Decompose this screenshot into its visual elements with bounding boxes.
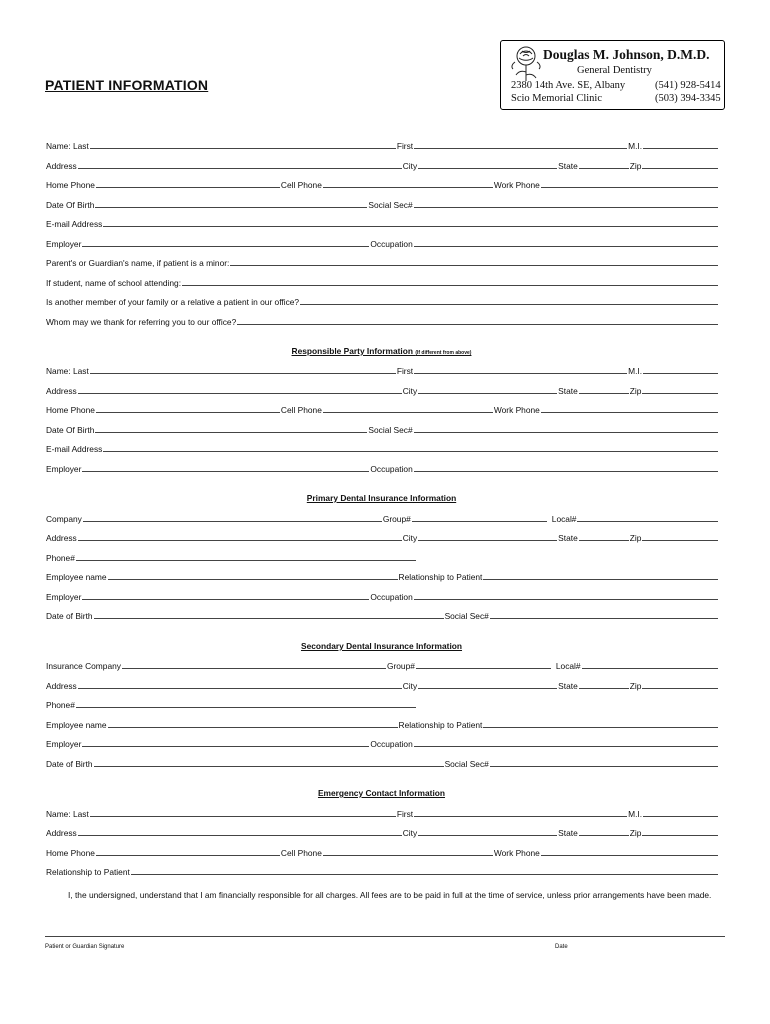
ec-state-label: State (558, 828, 578, 838)
si-employer-row (45, 737, 718, 749)
si-city-field[interactable] (418, 688, 557, 689)
family-label: Is another member of your family or a relative a patient in our office? (46, 297, 300, 307)
rp-city-field[interactable] (418, 393, 557, 394)
home-phone-field[interactable] (96, 187, 280, 188)
rp-state-field[interactable] (579, 393, 629, 394)
student-row (45, 276, 718, 288)
pi-social-sec-label: Social Sec# (444, 611, 489, 621)
pi-employee-field[interactable] (108, 579, 398, 580)
occupation-field[interactable] (414, 246, 718, 247)
parent-row (45, 256, 718, 268)
si-zip-field[interactable] (642, 688, 718, 689)
ec-relationship-field[interactable] (131, 874, 718, 875)
address-label: Address (46, 161, 77, 171)
pi-relationship-label: Relationship to Patient (398, 572, 483, 582)
state-field[interactable] (579, 168, 629, 169)
pi-company-row (45, 512, 718, 524)
rp-work-phone-field[interactable] (541, 412, 718, 413)
si-employee-label: Employee name (46, 720, 107, 730)
si-company-label: Insurance Company (46, 661, 121, 671)
rose-logo-icon (509, 44, 543, 84)
social-sec-field[interactable] (414, 207, 718, 208)
rp-home-phone-field[interactable] (96, 412, 280, 413)
email-label: E-mail Address (46, 219, 103, 229)
rp-state-label: State (558, 386, 578, 396)
pi-dob-field[interactable] (94, 618, 444, 619)
parent-label: Parent's or Guardian's name, if patient is a minor: (46, 258, 230, 268)
dob-field[interactable] (95, 207, 367, 208)
responsible-heading (45, 346, 718, 356)
si-phone-field[interactable] (76, 707, 416, 708)
si-address-row (45, 679, 718, 691)
si-local-label: Local# (555, 661, 581, 671)
rp-city-label: City (402, 386, 418, 396)
rp-occupation-label: Occupation (370, 464, 413, 474)
secondary-heading: Secondary Dental Insurance Information (300, 641, 463, 651)
referral-field[interactable] (237, 324, 718, 325)
ec-cell-phone-field[interactable] (323, 855, 493, 856)
work-phone-field[interactable] (541, 187, 718, 188)
pi-occupation-label: Occupation (370, 592, 413, 602)
rp-first-name-field[interactable] (414, 373, 627, 374)
si-address-label: Address (46, 681, 77, 691)
pi-state-label: State (558, 533, 578, 543)
pi-social-sec-field[interactable] (490, 618, 718, 619)
si-city-label: City (402, 681, 418, 691)
rp-social-sec-label: Social Sec# (368, 425, 413, 435)
rp-address-field[interactable] (78, 393, 402, 394)
rp-mi-label: M.I. (628, 366, 643, 376)
si-company-row (45, 659, 718, 671)
rp-email-label: E-mail Address (46, 444, 103, 454)
si-phone-row (45, 698, 718, 710)
city-field[interactable] (418, 168, 557, 169)
pi-address-label: Address (46, 533, 77, 543)
pi-group-field[interactable] (412, 521, 547, 522)
address-line-1: 2380 14th Ave. SE, Albany (511, 80, 626, 91)
specialty: General Dentistry (577, 65, 652, 76)
dob-label: Date Of Birth (46, 200, 95, 210)
si-group-label: Group# (386, 661, 415, 671)
rp-occupation-field[interactable] (414, 471, 718, 472)
rp-zip-field[interactable] (642, 393, 718, 394)
si-employer-label: Employer (46, 739, 82, 749)
si-occupation-label: Occupation (370, 739, 413, 749)
pi-state-field[interactable] (579, 540, 629, 541)
dentist-name: Douglas M. Johnson, D.M.D. (543, 47, 710, 62)
cell-phone-label: Cell Phone (280, 180, 322, 190)
rp-employer-row (45, 462, 718, 474)
occupation-label: Occupation (370, 239, 413, 249)
ec-city-field[interactable] (418, 835, 557, 836)
patient-email-row (45, 217, 718, 229)
rp-zip-label: Zip (629, 386, 642, 396)
rp-dob-field[interactable] (95, 432, 367, 433)
address-line-2: Scio Memorial Clinic (511, 92, 602, 104)
rp-address-row (45, 384, 718, 396)
ec-zip-field[interactable] (642, 835, 718, 836)
si-employer-field[interactable] (82, 746, 369, 747)
rp-cell-phone-label: Cell Phone (280, 405, 322, 415)
address-field[interactable] (78, 168, 402, 169)
rp-address-label: Address (46, 386, 77, 396)
rp-dob-row (45, 423, 718, 435)
student-label: If student, name of school attending: (46, 278, 182, 288)
si-dob-field[interactable] (94, 766, 444, 767)
responsible-note: (If different from above) (415, 350, 472, 356)
rp-employer-field[interactable] (82, 471, 369, 472)
cell-phone-field[interactable] (323, 187, 493, 188)
page-title: PATIENT INFORMATION (45, 77, 209, 93)
pi-occupation-field[interactable] (414, 599, 718, 600)
phone-2: (503) 394-3345 (655, 92, 721, 104)
pi-employee-row (45, 570, 718, 582)
work-phone-label: Work Phone (493, 180, 540, 190)
si-relationship-field[interactable] (483, 727, 718, 728)
si-local-field[interactable] (582, 668, 718, 669)
rp-work-phone-label: Work Phone (493, 405, 540, 415)
rp-name-row (45, 364, 718, 376)
rp-last-name-field[interactable] (90, 373, 396, 374)
first-name-field[interactable] (414, 148, 627, 149)
rp-cell-phone-field[interactable] (323, 412, 493, 413)
ec-mi-label: M.I. (628, 809, 643, 819)
rp-first-name-label: First (396, 366, 414, 376)
practice-address (511, 80, 625, 105)
practice-logo-box (500, 40, 725, 110)
email-field[interactable] (103, 226, 718, 227)
primary-heading: Primary Dental Insurance Information (306, 493, 457, 503)
ec-address-label: Address (46, 828, 77, 838)
si-company-field[interactable] (122, 668, 386, 669)
employer-label: Employer (46, 239, 82, 249)
si-state-label: State (558, 681, 578, 691)
si-social-sec-field[interactable] (490, 766, 718, 767)
phone-1: (541) 928-5414 (655, 80, 721, 91)
rp-phone-row (45, 403, 718, 415)
city-label: City (402, 161, 418, 171)
si-relationship-label: Relationship to Patient (398, 720, 483, 730)
state-label: State (558, 161, 578, 171)
si-group-field[interactable] (416, 668, 551, 669)
pi-employee-label: Employee name (46, 572, 107, 582)
pi-local-field[interactable] (577, 521, 718, 522)
patient-name-row (45, 139, 718, 151)
social-sec-label: Social Sec# (368, 200, 413, 210)
ec-relationship-row (45, 865, 718, 877)
si-employee-field[interactable] (108, 727, 398, 728)
ec-state-field[interactable] (579, 835, 629, 836)
rp-employer-label: Employer (46, 464, 82, 474)
ec-address-row (45, 826, 718, 838)
pi-relationship-field[interactable] (483, 579, 718, 580)
date-label: Date (555, 944, 568, 950)
pi-dob-row (45, 609, 718, 621)
pi-company-field[interactable] (83, 521, 382, 522)
pi-group-label: Group# (382, 514, 411, 524)
si-state-field[interactable] (579, 688, 629, 689)
home-phone-label: Home Phone (46, 180, 95, 190)
ec-cell-phone-label: Cell Phone (280, 848, 322, 858)
parent-field[interactable] (230, 265, 718, 266)
rp-social-sec-field[interactable] (414, 432, 718, 433)
pi-phone-label: Phone# (46, 553, 75, 563)
pi-phone-row (45, 551, 718, 563)
ec-home-phone-field[interactable] (96, 855, 280, 856)
si-social-sec-label: Social Sec# (444, 759, 489, 769)
mi-label: M.I. (628, 141, 643, 151)
si-occupation-field[interactable] (414, 746, 718, 747)
rp-last-name-label: Name: Last (46, 366, 89, 376)
si-dob-label: Date of Birth (46, 759, 93, 769)
si-dob-row (45, 757, 718, 769)
si-employee-row (45, 718, 718, 730)
pi-zip-field[interactable] (642, 540, 718, 541)
referral-label: Whom may we thank for referring you to our office? (46, 317, 237, 327)
emergency-heading: Emergency Contact Information (317, 788, 446, 798)
pi-local-label: Local# (551, 514, 577, 524)
family-row (45, 295, 718, 307)
pi-employer-row (45, 590, 718, 602)
first-name-label: First (396, 141, 414, 151)
pi-employer-field[interactable] (82, 599, 369, 600)
patient-dob-row (45, 198, 718, 210)
rp-mi-field[interactable] (643, 373, 718, 374)
ec-city-label: City (402, 828, 418, 838)
si-zip-label: Zip (629, 681, 642, 691)
ec-last-name-label: Name: Last (46, 809, 89, 819)
patient-phone-row (45, 178, 718, 190)
ec-last-name-field[interactable] (90, 816, 396, 817)
pi-city-field[interactable] (418, 540, 557, 541)
last-name-field[interactable] (90, 148, 396, 149)
pi-zip-label: Zip (629, 533, 642, 543)
signature-label: Patient or Guardian Signature (45, 944, 125, 950)
rp-home-phone-label: Home Phone (46, 405, 95, 415)
financial-agreement-text: I, the undersigned, understand that I am financially responsible for all charges. All fees are to be paid in full at the time of service, unless prior arrangements have been made. (68, 890, 712, 900)
ec-zip-label: Zip (629, 828, 642, 838)
student-field[interactable] (182, 285, 718, 286)
ec-first-name-label: First (396, 809, 414, 819)
ec-name-row (45, 807, 718, 819)
pi-employer-label: Employer (46, 592, 82, 602)
ec-work-phone-field[interactable] (541, 855, 718, 856)
ec-address-field[interactable] (78, 835, 402, 836)
si-address-field[interactable] (78, 688, 402, 689)
zip-label: Zip (629, 161, 642, 171)
ec-mi-field[interactable] (643, 816, 718, 817)
pi-address-field[interactable] (78, 540, 402, 541)
ec-work-phone-label: Work Phone (493, 848, 540, 858)
patient-address-row (45, 159, 718, 171)
rp-dob-label: Date Of Birth (46, 425, 95, 435)
pi-phone-field[interactable] (76, 560, 416, 561)
pi-dob-label: Date of Birth (46, 611, 93, 621)
pi-address-row (45, 531, 718, 543)
referral-row (45, 315, 718, 327)
pi-city-label: City (402, 533, 418, 543)
rp-email-row (45, 442, 718, 454)
rp-email-field[interactable] (103, 451, 718, 452)
ec-home-phone-label: Home Phone (46, 848, 95, 858)
ec-first-name-field[interactable] (414, 816, 627, 817)
pi-company-label: Company (46, 514, 82, 524)
signature-line[interactable] (45, 936, 725, 937)
last-name-label: Name: Last (46, 141, 89, 151)
si-phone-label: Phone# (46, 700, 75, 710)
mi-field[interactable] (643, 148, 718, 149)
ec-relationship-label: Relationship to Patient (46, 867, 130, 877)
responsible-title: Responsible Party Information (291, 346, 413, 356)
patient-employer-row (45, 237, 718, 249)
ec-phone-row (45, 846, 718, 858)
zip-field[interactable] (642, 168, 718, 169)
employer-field[interactable] (82, 246, 369, 247)
practice-phones (655, 80, 721, 105)
family-field[interactable] (300, 304, 718, 305)
